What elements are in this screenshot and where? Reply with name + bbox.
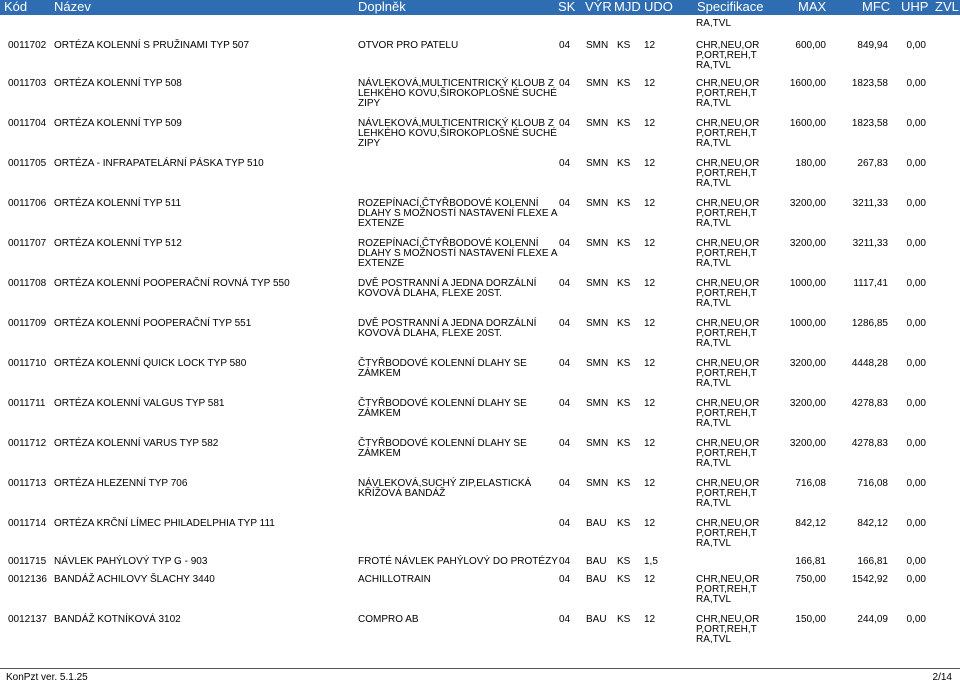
cell-kod: 0011702 [8, 40, 47, 51]
cell-udo: 12 [644, 574, 656, 585]
cell-uhp: 0,00 [906, 118, 926, 129]
cell-mjd: KS [617, 556, 631, 567]
cell-mfc: 1823,58 [851, 78, 888, 89]
cell-max: 3200,00 [789, 358, 826, 369]
cell-mfc: 4448,28 [851, 358, 888, 369]
cell-doplnek: DVĚ POSTRANNÍ A JEDNA DORZÁLNÍ KOVOVÁ DLAHA, FLEXE 20ST. [358, 278, 537, 299]
cell-specifikace: P,ORT,REH,T [696, 528, 757, 539]
cell-mfc: 1823,58 [851, 118, 888, 129]
cell-udo: 12 [644, 118, 656, 129]
cell-mfc: 1542,92 [851, 574, 888, 585]
cell-vyr: SMN [586, 438, 609, 449]
cell-uhp: 0,00 [906, 198, 926, 209]
cell-specifikace: P,ORT,REH,T [696, 128, 757, 139]
cell-uhp: 0,00 [906, 614, 926, 625]
cell-doplnek: FROTÉ NÁVLEK PAHÝLOVÝ DO PROTÉZY [358, 556, 558, 567]
cell-specifikace: RA,TVL [696, 138, 732, 149]
cell-vyr: BAU [586, 518, 607, 529]
cell-nazev: ORTÉZA KOLENNÍ VALGUS TYP 581 [54, 398, 225, 409]
cell-udo: 12 [644, 278, 656, 289]
cell-doplnek: ROZEPÍNACÍ,ČTYŘBODOVÉ KOLENNÍ DLAHY S MOŽNOSTÍ NASTAVENÍ FLEXE A EXTENZE [358, 238, 557, 269]
cell-uhp: 0,00 [906, 478, 926, 489]
cell-mfc: 3211,33 [852, 198, 888, 209]
cell-specifikace: CHR,NEU,OR [696, 198, 760, 209]
cell-nazev: ORTÉZA KOLENNÍ TYP 508 [54, 78, 182, 89]
cell-max: 3200,00 [789, 238, 826, 249]
cell-mjd: KS [617, 478, 631, 489]
col-header-zvl[interactable]: ZVL [935, 0, 959, 14]
cell-specifikace: RA,TVL [696, 98, 732, 109]
cell-kod: 0012136 [8, 574, 47, 585]
col-header-sk[interactable]: SK [558, 0, 576, 14]
cell-specifikace: P,ORT,REH,T [696, 208, 757, 219]
cell-max: 750,00 [795, 574, 826, 585]
footer-page-number: 2/14 [932, 672, 952, 683]
cell-sk: 04 [559, 78, 571, 89]
cell-mfc: 842,12 [857, 518, 888, 529]
cell-max: 716,08 [795, 478, 826, 489]
cell-mjd: KS [617, 198, 631, 209]
cell-uhp: 0,00 [906, 40, 926, 51]
cell-uhp: 0,00 [906, 398, 926, 409]
cell-nazev: ORTÉZA KOLENNÍ POOPERAČNÍ ROVNÁ TYP 550 [54, 278, 290, 289]
cell-udo: 1,5 [644, 556, 658, 567]
cell-max: 3200,00 [789, 198, 826, 209]
cell-udo: 12 [644, 358, 656, 369]
cell-mjd: KS [617, 358, 631, 369]
cell-nazev: BANDÁŽ KOTNÍKOVÁ 3102 [54, 614, 181, 625]
cell-doplnek: ACHILLOTRAIN [358, 574, 431, 585]
cell-doplnek: NÁVLEKOVÁ,MULTICENTRICKÝ KLOUB Z LEHKÉHO KOVU,ŠIROKOPLOŠNÉ SUCHÉ ZIPY [358, 78, 557, 109]
cell-specifikace: CHR,NEU,OR [696, 318, 760, 329]
cell-sk: 04 [559, 518, 571, 529]
cell-mfc: 1286,85 [851, 318, 888, 329]
cell-specifikace: RA,TVL [696, 178, 732, 189]
cell-kod: 0011704 [8, 118, 47, 129]
cell-max: 166,81 [795, 556, 826, 567]
cell-specifikace: P,ORT,REH,T [696, 328, 757, 339]
cell-kod: 0011714 [8, 518, 47, 529]
footer-version: KonPzt ver. 5.1.25 [6, 672, 88, 683]
cell-specifikace: CHR,NEU,OR [696, 278, 760, 289]
cell-udo: 12 [644, 40, 656, 51]
cell-vyr: BAU [586, 556, 607, 567]
cell-specifikace: P,ORT,REH,T [696, 624, 757, 635]
table-header [0, 0, 960, 15]
cell-udo: 12 [644, 478, 656, 489]
cell-uhp: 0,00 [906, 318, 926, 329]
cell-nazev: ORTÉZA KOLENNÍ QUICK LOCK TYP 580 [54, 358, 247, 369]
spec-continuation: RA,TVL [696, 18, 732, 29]
cell-sk: 04 [559, 358, 571, 369]
cell-uhp: 0,00 [906, 238, 926, 249]
cell-sk: 04 [559, 198, 571, 209]
cell-nazev: ORTÉZA KOLENNÍ TYP 509 [54, 118, 182, 129]
cell-mfc: 849,94 [857, 40, 888, 51]
col-header-uhp[interactable]: UHP [901, 0, 929, 14]
cell-kod: 0011705 [8, 158, 47, 169]
cell-sk: 04 [559, 158, 571, 169]
cell-kod: 0011713 [8, 478, 47, 489]
cell-mjd: KS [617, 78, 631, 89]
cell-specifikace: CHR,NEU,OR [696, 78, 760, 89]
cell-specifikace: CHR,NEU,OR [696, 574, 760, 585]
cell-max: 1000,00 [789, 278, 826, 289]
cell-kod: 0011706 [8, 198, 47, 209]
cell-doplnek: ČTYŘBODOVÉ KOLENNÍ DLAHY SE ZÁMKEM [358, 358, 527, 379]
cell-specifikace: CHR,NEU,OR [696, 614, 760, 625]
cell-uhp: 0,00 [906, 556, 926, 567]
cell-specifikace: RA,TVL [696, 498, 732, 509]
col-header-mjd[interactable]: MJD [614, 0, 641, 14]
cell-mjd: KS [617, 318, 631, 329]
cell-mfc: 1117,41 [853, 278, 888, 289]
cell-specifikace: P,ORT,REH,T [696, 488, 757, 499]
cell-kod: 0011709 [8, 318, 47, 329]
cell-specifikace: RA,TVL [696, 594, 732, 605]
cell-mfc: 267,83 [857, 158, 888, 169]
cell-sk: 04 [559, 118, 571, 129]
cell-nazev: ORTÉZA HLEZENNÍ TYP 706 [54, 478, 188, 489]
cell-sk: 04 [559, 40, 571, 51]
col-header-specifikace[interactable]: Specifikace [697, 0, 764, 14]
cell-udo: 12 [644, 198, 656, 209]
cell-specifikace: P,ORT,REH,T [696, 248, 757, 259]
cell-udo: 12 [644, 614, 656, 625]
cell-vyr: SMN [586, 238, 609, 249]
cell-mfc: 244,09 [857, 614, 888, 625]
cell-nazev: BANDÁŽ ACHILOVY ŠLACHY 3440 [54, 574, 215, 585]
cell-specifikace: P,ORT,REH,T [696, 288, 757, 299]
cell-specifikace: P,ORT,REH,T [696, 408, 757, 419]
cell-sk: 04 [559, 478, 571, 489]
cell-specifikace: CHR,NEU,OR [696, 518, 760, 529]
cell-kod: 0011703 [8, 78, 47, 89]
cell-uhp: 0,00 [906, 518, 926, 529]
cell-doplnek: COMPRO AB [358, 614, 419, 625]
cell-specifikace: RA,TVL [696, 60, 732, 71]
cell-vyr: SMN [586, 358, 609, 369]
cell-mfc: 4278,83 [851, 438, 888, 449]
cell-specifikace: CHR,NEU,OR [696, 40, 760, 51]
cell-max: 1600,00 [789, 118, 826, 129]
cell-vyr: SMN [586, 40, 609, 51]
cell-sk: 04 [559, 614, 571, 625]
cell-specifikace: P,ORT,REH,T [696, 448, 757, 459]
cell-nazev: ORTÉZA KOLENNÍ POOPERAČNÍ TYP 551 [54, 318, 252, 329]
cell-specifikace: CHR,NEU,OR [696, 478, 760, 489]
cell-kod: 0011707 [8, 238, 47, 249]
cell-vyr: SMN [586, 78, 609, 89]
cell-vyr: BAU [586, 574, 607, 585]
cell-vyr: SMN [586, 118, 609, 129]
cell-mjd: KS [617, 574, 631, 585]
cell-kod: 0011710 [8, 358, 47, 369]
cell-doplnek: ROZEPÍNACÍ,ČTYŘBODOVÉ KOLENNÍ DLAHY S MOŽNOSTÍ NASTAVENÍ FLEXE A EXTENZE [358, 198, 557, 229]
cell-specifikace: P,ORT,REH,T [696, 368, 757, 379]
cell-max: 150,00 [795, 614, 826, 625]
cell-uhp: 0,00 [906, 158, 926, 169]
cell-mfc: 4278,83 [851, 398, 888, 409]
cell-nazev: ORTÉZA KOLENNÍ VARUS TYP 582 [54, 438, 219, 449]
cell-uhp: 0,00 [906, 358, 926, 369]
col-header-mfc[interactable]: MFC [862, 0, 891, 14]
cell-specifikace: CHR,NEU,OR [696, 238, 760, 249]
cell-sk: 04 [559, 238, 571, 249]
cell-doplnek: NÁVLEKOVÁ,SUCHÝ ZIP,ELASTICKÁ KŘÍŽOVÁ BANDÁŽ [358, 478, 532, 499]
cell-uhp: 0,00 [906, 278, 926, 289]
col-header-kod[interactable]: Kód [4, 0, 28, 14]
cell-specifikace: CHR,NEU,OR [696, 398, 760, 409]
cell-nazev: ORTÉZA KOLENNÍ TYP 511 [54, 198, 182, 209]
col-header-max[interactable]: MAX [798, 0, 827, 14]
cell-mjd: KS [617, 40, 631, 51]
cell-nazev: NÁVLEK PAHÝLOVÝ TYP G - 903 [54, 556, 208, 567]
cell-udo: 12 [644, 438, 656, 449]
cell-sk: 04 [559, 398, 571, 409]
cell-nazev: ORTÉZA KRČNÍ LÍMEC PHILADELPHIA TYP 111 [54, 518, 275, 529]
cell-specifikace: RA,TVL [696, 298, 732, 309]
cell-vyr: SMN [586, 318, 609, 329]
cell-kod: 0011708 [8, 278, 47, 289]
cell-mjd: KS [617, 278, 631, 289]
cell-udo: 12 [644, 78, 656, 89]
cell-specifikace: P,ORT,REH,T [696, 88, 757, 99]
cell-sk: 04 [559, 556, 571, 567]
cell-doplnek: NÁVLEKOVÁ,MULTICENTRICKÝ KLOUB Z LEHKÉHO KOVU,ŠIROKOPLOŠNÉ SUCHÉ ZIPY [358, 118, 557, 149]
col-header-nazev[interactable]: Název [54, 0, 91, 14]
cell-specifikace: RA,TVL [696, 538, 732, 549]
cell-udo: 12 [644, 398, 656, 409]
cell-specifikace: P,ORT,REH,T [696, 584, 757, 595]
cell-udo: 12 [644, 518, 656, 529]
cell-sk: 04 [559, 438, 571, 449]
cell-doplnek: ČTYŘBODOVÉ KOLENNÍ DLAHY SE ZÁMKEM [358, 438, 527, 459]
cell-doplnek: ČTYŘBODOVÉ KOLENNÍ DLAHY SE ZÁMKEM [358, 398, 527, 419]
cell-vyr: SMN [586, 278, 609, 289]
cell-nazev: ORTÉZA - INFRAPATELÁRNÍ PÁSKA TYP 510 [54, 158, 264, 169]
cell-mjd: KS [617, 118, 631, 129]
cell-nazev: ORTÉZA KOLENNÍ TYP 512 [54, 238, 182, 249]
cell-mfc: 716,08 [857, 478, 888, 489]
cell-mfc: 3211,33 [852, 238, 888, 249]
cell-mjd: KS [617, 614, 631, 625]
cell-specifikace: P,ORT,REH,T [696, 50, 757, 61]
cell-specifikace: RA,TVL [696, 418, 732, 429]
col-header-vyr[interactable]: VÝR [585, 0, 612, 14]
cell-mjd: KS [617, 438, 631, 449]
cell-max: 3200,00 [789, 398, 826, 409]
cell-specifikace: P,ORT,REH,T [696, 168, 757, 179]
cell-vyr: SMN [586, 398, 609, 409]
cell-mjd: KS [617, 518, 631, 529]
cell-mjd: KS [617, 398, 631, 409]
cell-specifikace: CHR,NEU,OR [696, 358, 760, 369]
footer-divider [0, 668, 960, 669]
col-header-doplnek[interactable]: Doplněk [358, 0, 406, 14]
cell-max: 842,12 [795, 518, 826, 529]
cell-vyr: SMN [586, 198, 609, 209]
cell-uhp: 0,00 [906, 438, 926, 449]
cell-specifikace: CHR,NEU,OR [696, 118, 760, 129]
cell-specifikace: CHR,NEU,OR [696, 158, 760, 169]
cell-doplnek: DVĚ POSTRANNÍ A JEDNA DORZÁLNÍ KOVOVÁ DLAHA, FLEXE 20ST. [358, 318, 537, 339]
cell-udo: 12 [644, 318, 656, 329]
cell-specifikace: RA,TVL [696, 218, 732, 229]
col-header-udo[interactable]: UDO [644, 0, 673, 14]
cell-max: 600,00 [795, 40, 826, 51]
cell-kod: 0012137 [8, 614, 47, 625]
cell-uhp: 0,00 [906, 574, 926, 585]
cell-kod: 0011715 [8, 556, 47, 567]
cell-vyr: SMN [586, 478, 609, 489]
cell-specifikace: RA,TVL [696, 258, 732, 269]
cell-max: 1000,00 [789, 318, 826, 329]
cell-sk: 04 [559, 318, 571, 329]
cell-specifikace: RA,TVL [696, 458, 732, 469]
cell-mfc: 166,81 [857, 556, 888, 567]
cell-vyr: BAU [586, 614, 607, 625]
cell-doplnek: OTVOR PRO PATELU [358, 40, 459, 51]
cell-max: 3200,00 [789, 438, 826, 449]
cell-mjd: KS [617, 238, 631, 249]
cell-sk: 04 [559, 278, 571, 289]
cell-vyr: SMN [586, 158, 609, 169]
cell-udo: 12 [644, 238, 656, 249]
cell-max: 180,00 [795, 158, 826, 169]
cell-kod: 0011711 [8, 398, 46, 409]
cell-specifikace: RA,TVL [696, 634, 732, 645]
cell-uhp: 0,00 [906, 78, 926, 89]
cell-specifikace: CHR,NEU,OR [696, 438, 760, 449]
cell-nazev: ORTÉZA KOLENNÍ S PRUŽINAMI TYP 507 [54, 40, 250, 51]
cell-specifikace: RA,TVL [696, 378, 732, 389]
cell-mjd: KS [617, 158, 631, 169]
cell-specifikace: RA,TVL [696, 338, 732, 349]
cell-max: 1600,00 [789, 78, 826, 89]
cell-sk: 04 [559, 574, 571, 585]
cell-kod: 0011712 [8, 438, 47, 449]
cell-udo: 12 [644, 158, 656, 169]
